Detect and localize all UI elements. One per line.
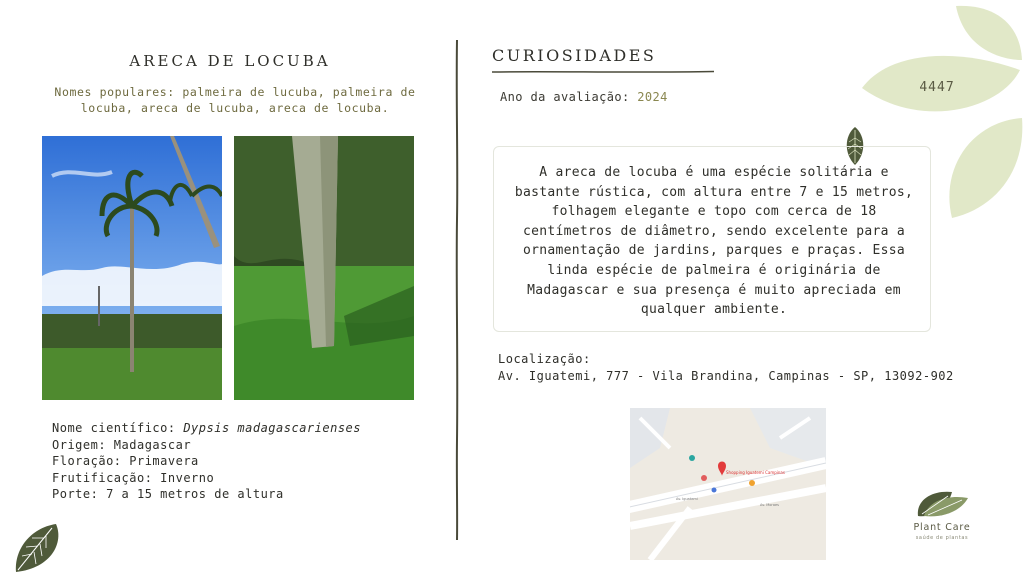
- palm-trunk-photo: [234, 136, 414, 400]
- column-divider: [452, 40, 462, 540]
- scientific-name: Nome científico: Dypsis madagascarienses: [52, 421, 361, 435]
- svg-text:Av. Iguatemi: Av. Iguatemi: [676, 497, 698, 501]
- title-underline: [492, 70, 714, 74]
- description-text: A areca de locuba é uma espécie solitária e bastante rústica, com altura entre 7 e 15 metros, folhagem elegante e topo com cerca de 18 centímetros de diâmetro, sendo excelente para a ornamentação de jardins, parques e praças. Essa linda espécie de palmeira é originária de Madagascar e sua presença é muito apreciada em qualquer ambiente.: [514, 165, 914, 318]
- popular-names: Nomes populares: palmeira de lucuba, palmeira de locuba, areca de lucuba, areca de locuba.: [54, 85, 416, 115]
- palm-tree-photo: [42, 136, 222, 400]
- size: Porte: 7 a 15 metros de altura: [52, 487, 284, 501]
- fruiting: Frutificação: Inverno: [52, 470, 215, 485]
- flowering: Floração: Primavera: [52, 454, 199, 468]
- brand-tagline: saúde de plantas: [915, 535, 969, 541]
- evaluation-year: Ano da avaliação: 2024: [500, 90, 668, 104]
- location-address: Av. Iguatemi, 777 - Vila Brandina, Campinas - SP, 13092-902: [498, 369, 954, 383]
- svg-text:Shopping Iguatemi Campinas: Shopping Iguatemi Campinas: [726, 470, 785, 475]
- svg-text:Av. Moraes: Av. Moraes: [760, 503, 779, 507]
- curiosities-title: CURIOSIDADES: [492, 46, 657, 65]
- description-card: [493, 146, 931, 332]
- species-title: ARECA DE LOCUBA: [129, 52, 331, 70]
- location-label: Localização:: [498, 352, 591, 366]
- location-map[interactable]: [630, 408, 826, 560]
- plant-id-number: 4447: [919, 80, 955, 95]
- brand-name: Plant Care: [913, 522, 971, 533]
- scientific-name-value: Dypsis madagascarienses: [183, 421, 361, 435]
- plant-care-logo: [912, 486, 972, 522]
- evaluation-year-value: 2024: [637, 90, 668, 104]
- leaf-icon: [8, 520, 64, 576]
- origin: Origem: Madagascar: [52, 437, 192, 452]
- plant-facts: [52, 420, 361, 503]
